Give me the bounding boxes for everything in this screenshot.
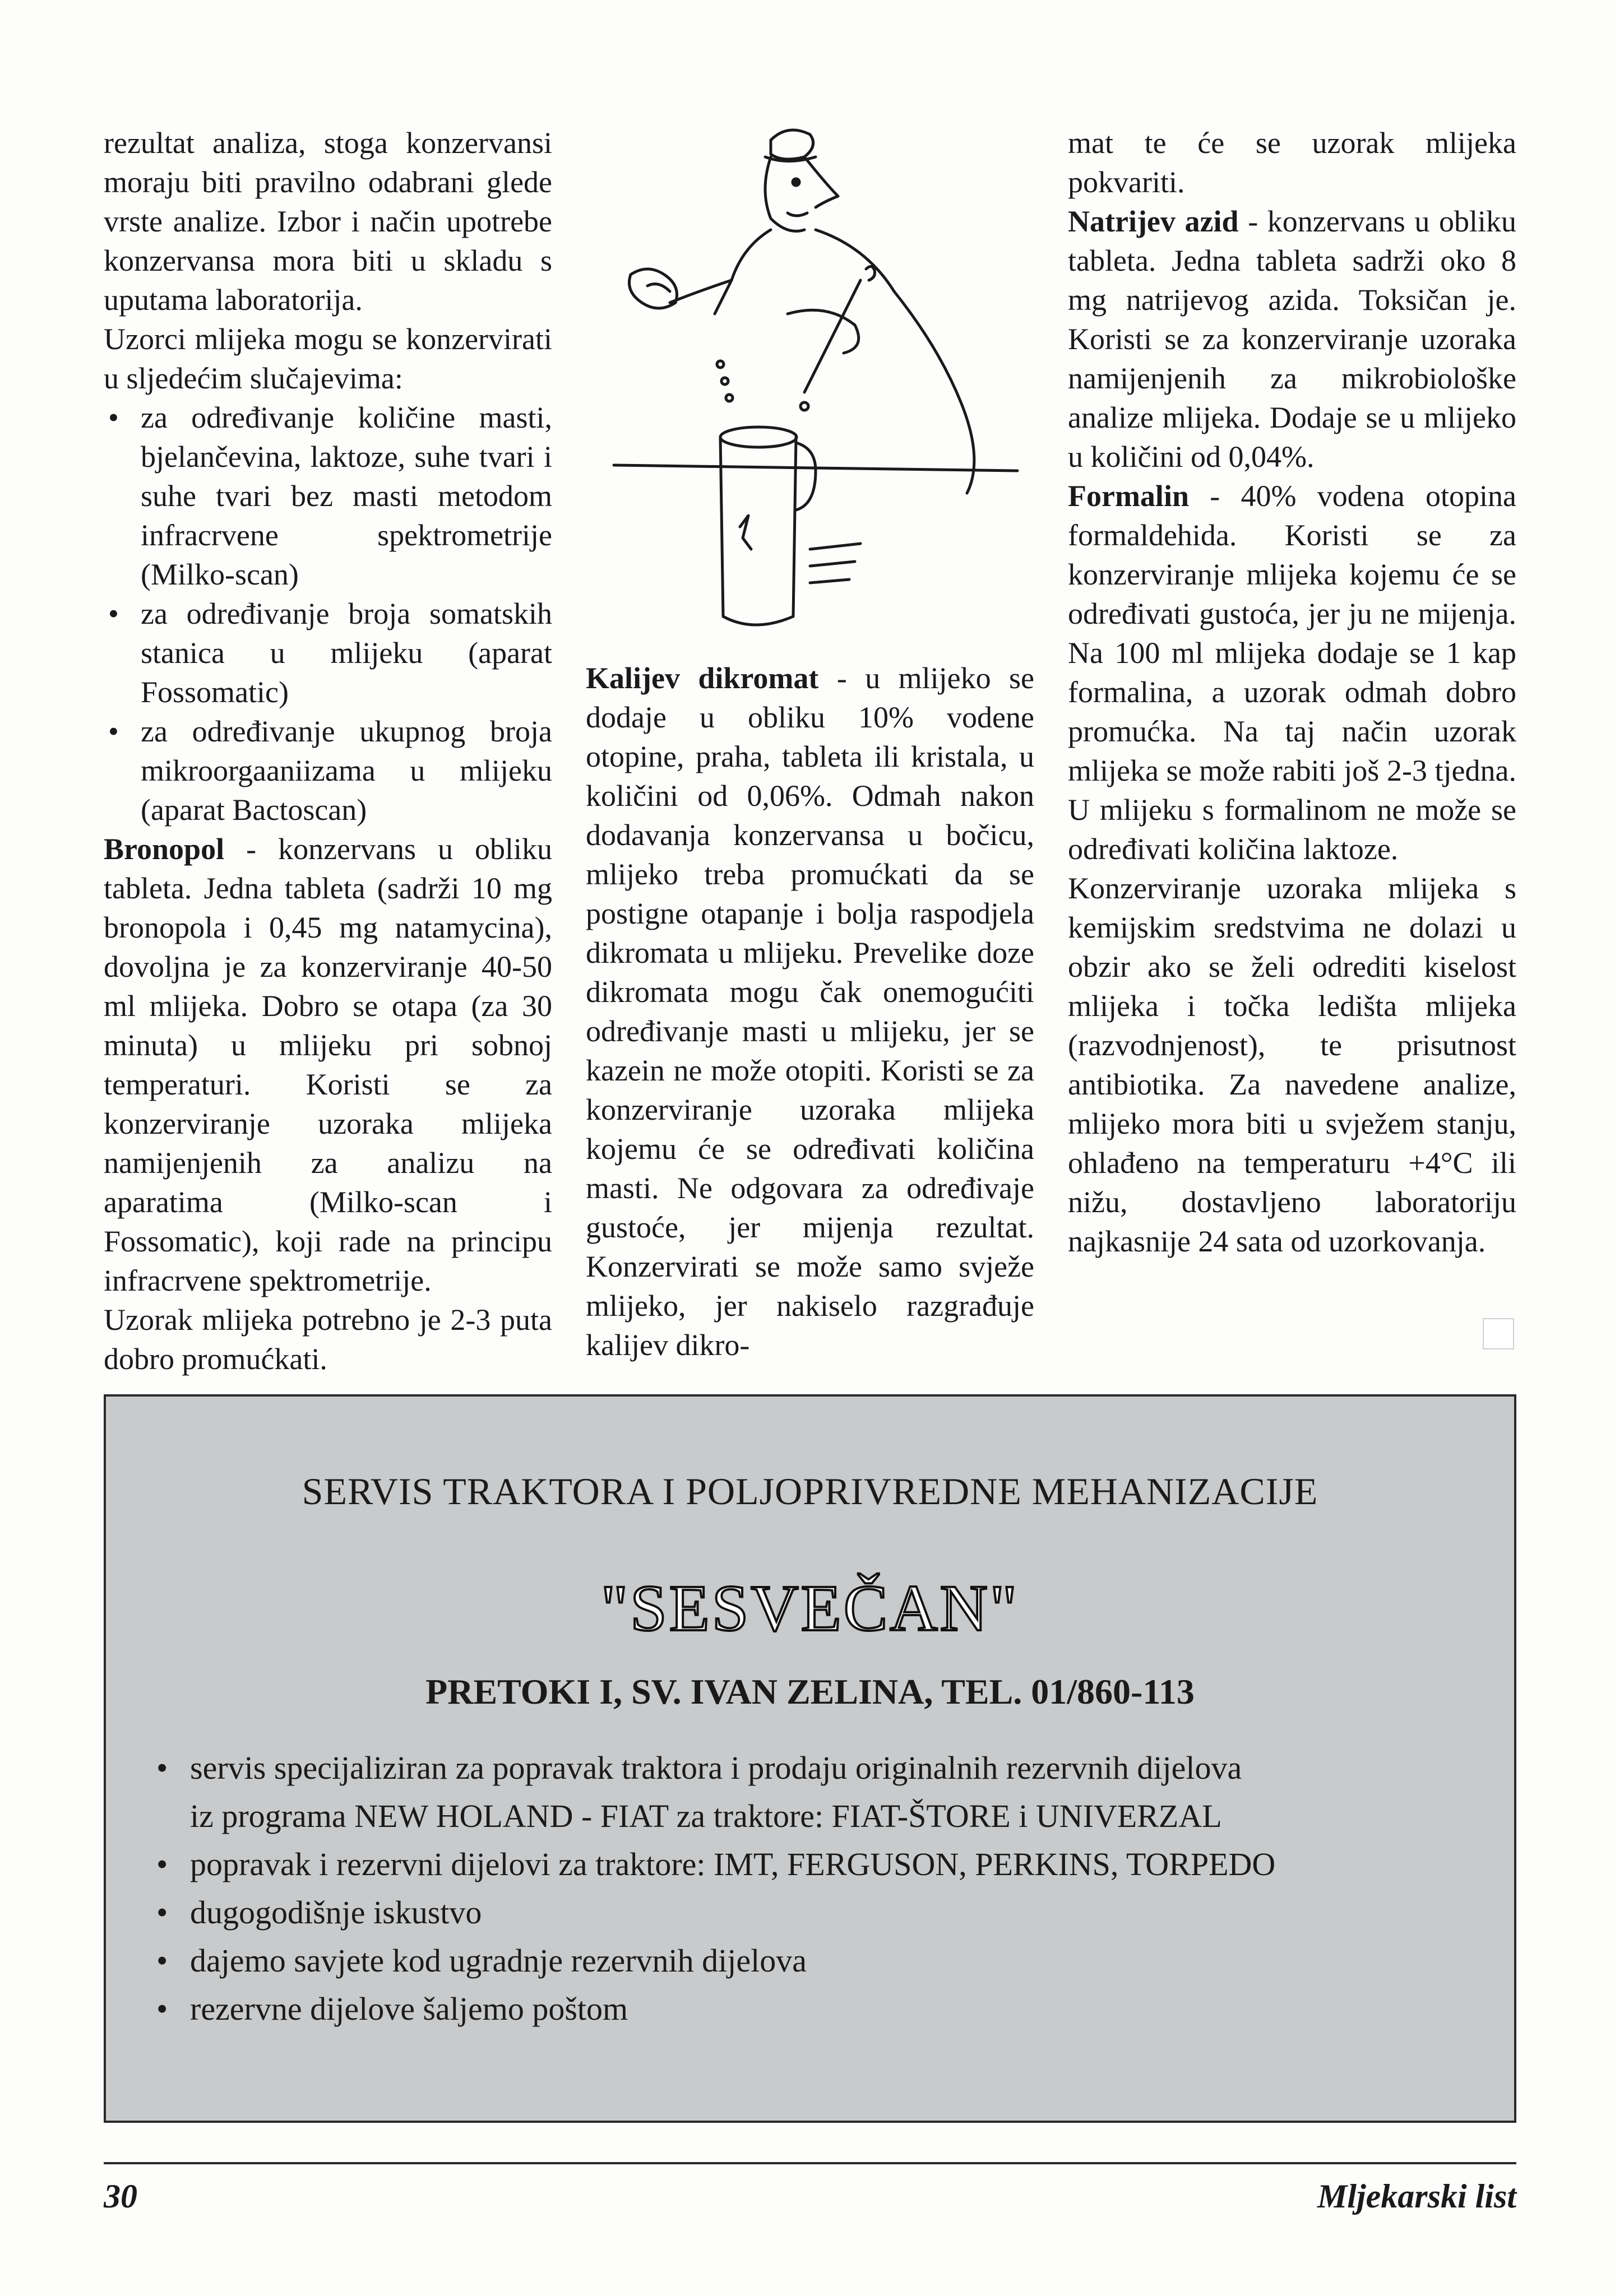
case-item: • za određivanje ukupnog broja mikroorgaaniizama u mlijeku (aparat Bactoscan) bbox=[104, 712, 552, 829]
azid-text: - konzervans u obliku tableta. Jedna tableta sadrži oko 8 mg natrijevog azida. Toksičan je. Koristi se za konzerviranje uzoraka namijenjenih za mikrobiološke analize mlijeka. Dodaje se u mlijeko u količini od 0,04%. bbox=[1068, 205, 1516, 474]
azid-paragraph bbox=[1068, 202, 1516, 476]
bronopol-text: - konzervans u obliku tableta. Jedna tableta (sadrži 10 mg bronopola i 0,45 mg natamycina), dovoljna je za konzerviranje 40-50 ml mlijeka. Dobro se otapa (za 30 minuta) u mlijeku pri sobnoj temperaturi. Koristi se za konzerviranje uzoraka mlijeka namijenjenih za analizu na aparatima (Milko-scan i Fossomatic), koji rade na principu infracrvene spektrometrije. bbox=[104, 832, 552, 1297]
ad-title: SERVIS TRAKTORA I POLJOPRIVREDNE MEHANIZACIJE bbox=[302, 1470, 1318, 1513]
cases-list bbox=[104, 398, 552, 829]
ad-service-item-continuation: iz programa NEW HOLAND - FIAT za traktore: FIAT-ŠTORE i UNIVERZAL bbox=[190, 1798, 1222, 1834]
text-column-middle bbox=[586, 658, 1034, 1365]
cases-intro: Uzorci mlijeka mogu se konzervirati u sljedećim slučajevima: bbox=[104, 322, 552, 395]
case-item: • za određivanje količine masti, bjelančevina, laktoze, suhe tvari i suhe tvari bez masti metodom infracrvene spektrometrije (Milko-scan) bbox=[104, 398, 552, 594]
journal-name: Mljekarski list bbox=[1317, 2178, 1516, 2215]
footer-rule bbox=[104, 2162, 1516, 2164]
lab-worker-illustration bbox=[603, 123, 1029, 644]
intro-paragraph: rezultat analiza, stoga konzervansi moraju biti pravilno odabrani glede vrste analize. Izbor i način upotrebe konzervansa mora biti u skladu s uputama laboratorija. bbox=[104, 126, 552, 317]
ad-service-item: • dajemo savjete kod ugradnje rezervnih dijelova bbox=[156, 1937, 1474, 1985]
end-of-article-mark bbox=[1483, 1318, 1514, 1349]
case-item: • za određivanje broja somatskih stanica u mlijeku (aparat Fossomatic) bbox=[104, 594, 552, 712]
ad-address: PRETOKI I, SV. IVAN ZELINA, TEL. 01/860-113 bbox=[425, 1672, 1195, 1711]
ad-service-item: • dugogodišnje iskustvo bbox=[156, 1889, 1474, 1937]
shake-paragraph: Uzorak mlijeka potrebno je 2-3 puta dobro promućkati. bbox=[104, 1303, 552, 1376]
ad-services-list bbox=[156, 1744, 1474, 2033]
advertisement-box bbox=[104, 1394, 1516, 2123]
formalin-term: Formalin bbox=[1068, 479, 1189, 513]
ad-service-item: • servis specijaliziran za popravak traktora i prodaju originalnih rezervnih dijelova bbox=[156, 1744, 1474, 1792]
text-column-right bbox=[1068, 123, 1516, 1261]
bronopol-term: Bronopol bbox=[104, 832, 225, 866]
azid-term: Natrijev azid bbox=[1068, 205, 1239, 238]
dikromat-text: - u mlijeko se dodaje u obliku 10% vodene otopine, praha, tableta ili kristala, u količini od 0,06%. Odmah nakon dodavanja konzervansa u bočicu, mlijeko treba promućkati da se postigne otapanje i bolja raspodjela dikromata u mlijeku. Prevelike doze dikromata mogu čak onemogućiti određivanje masti u mlijeku, jer se kazein ne može otopiti. Koristi se za konzerviranje uzoraka mlijeka kojemu će se određivati količina masti. Ne odgovara za određivaje gustoće, jer mijenja rezultat. Konzervirati se može samo svježe mlijeko, jer nakiselo razgrađuje kalijev dikro- bbox=[586, 661, 1035, 1362]
ad-service-item: • popravak i rezervni dijelovi za traktore: IMT, FERGUSON, PERKINS, TORPEDO bbox=[156, 1840, 1474, 1889]
ad-service-item: • rezervne dijelove šaljemo poštom bbox=[156, 1985, 1474, 2033]
formalin-paragraph bbox=[1068, 476, 1516, 869]
dikromat-term: Kalijev dikromat bbox=[586, 661, 819, 695]
dikromat-paragraph bbox=[586, 658, 1034, 1365]
continuation-paragraph: mat te će se uzorak mlijeka pokvariti. bbox=[1068, 126, 1516, 199]
formalin-text: - 40% vodena otopina formaldehida. Koristi se za konzerviranje mlijeka kojemu će se određivati gustoća, jer ju ne mijenja. Na 100 ml mlijeka dodaje se 1 kap formalina, a uzorak odmah dobro promućka. Na taj način uzorak mlijeka se može rabiti još 2-3 tjedna. U mlijeku s formalinom ne može se određivati količina laktoze. bbox=[1068, 479, 1516, 866]
bronopol-paragraph bbox=[104, 829, 552, 1300]
closing-paragraph: Konzerviranje uzoraka mlijeka s kemijskim sredstvima ne dolazi u obzir ako se želi odrediti kiselost mlijeka i točka ledišta mlijeka (razvodnjenost), te prisutnost antibiotika. Za navedene analize, mlijeko mora biti u svježem stanju, ohlađeno na temperaturu +4°C ili nižu, dostavljeno laboratoriju najkasnije 24 sata od uzorkovanja. bbox=[1068, 871, 1516, 1258]
ad-brand-logo: "SESVEČAN" bbox=[600, 1571, 1020, 1645]
text-column-left bbox=[104, 123, 552, 1379]
page-number: 30 bbox=[104, 2178, 137, 2215]
